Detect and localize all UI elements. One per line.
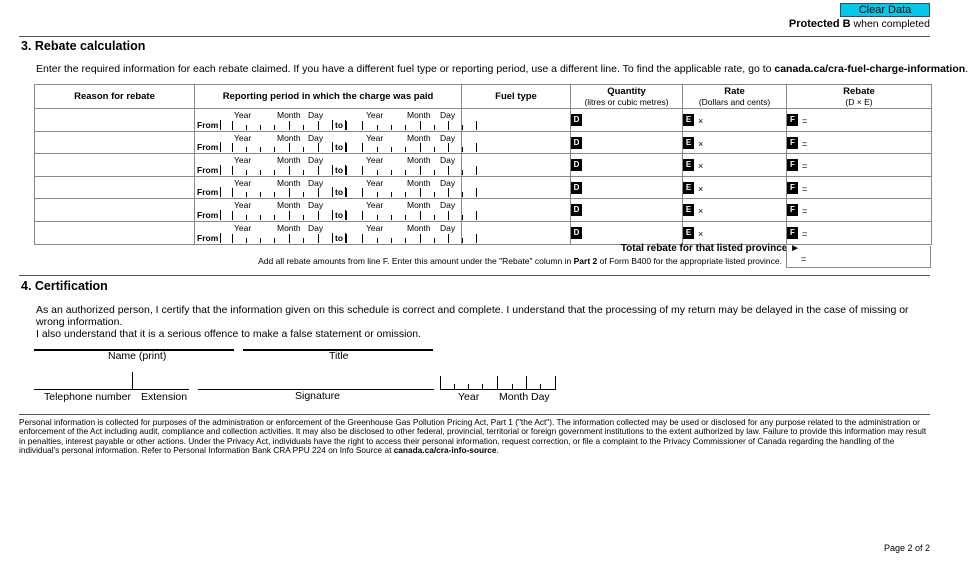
date-tick [346, 143, 347, 152]
quantity-field[interactable] [571, 176, 683, 199]
date-tick [448, 166, 449, 175]
protected-b-label: Protected B [788, 18, 851, 30]
date-tick [405, 238, 406, 243]
date-tick [405, 215, 406, 220]
rebate-letter-box: F [787, 204, 798, 216]
date-tick [377, 147, 378, 152]
date-tick [303, 125, 304, 130]
from-year-label: Year [234, 222, 252, 233]
to-label: to [332, 142, 346, 152]
from-month-label: Month [277, 222, 301, 233]
section3-rule [19, 36, 930, 37]
rebate-field[interactable] [787, 131, 932, 154]
to-label: to [332, 187, 346, 197]
date-tick [318, 143, 319, 152]
rebate-row [35, 221, 932, 244]
fuel-charge-link[interactable]: canada.ca/cra-fuel-charge-information [774, 63, 966, 75]
date-tick [303, 215, 304, 220]
date-day-label: Day [531, 391, 550, 403]
to-year-label: Year [366, 200, 384, 211]
rebate-operator: = [802, 183, 808, 194]
date-tick [346, 211, 347, 220]
rate-field[interactable] [683, 221, 787, 244]
col-period-header: Reporting period in which the charge was paid [195, 85, 462, 109]
reason-field[interactable] [35, 199, 195, 222]
to-year-label: Year [366, 177, 384, 188]
date-tick [318, 211, 319, 220]
rate-operator: × [698, 138, 704, 149]
from-label: From [197, 233, 221, 243]
rate-field[interactable] [683, 199, 787, 222]
rebate-row [35, 131, 932, 154]
date-tick [434, 170, 435, 175]
date-month-label: Month [499, 391, 529, 403]
date-tick [303, 238, 304, 243]
rebate-letter-box: F [787, 114, 798, 126]
to-label: to [332, 233, 346, 243]
certification-line-1: As an authorized person, I certify that the information given on this schedule is correct and complete. I understand that the processing of my return may be delayed in the case of missing or wrong information. [36, 304, 909, 328]
date-tick [391, 147, 392, 152]
to-year-label: Year [366, 110, 384, 120]
from-year-label: Year [234, 177, 252, 188]
certification-date-field[interactable] [440, 376, 556, 390]
telephone-field[interactable] [34, 389, 189, 390]
page-number: Page 2 of 2 [883, 543, 930, 553]
date-tick [303, 170, 304, 175]
date-tick [246, 215, 247, 220]
date-tick [391, 215, 392, 220]
from-day-label: Day [308, 177, 324, 188]
col-fuel-header: Fuel type [462, 85, 571, 109]
certification-text [36, 304, 916, 340]
intro-text: Enter the required information for each rebate claimed. If you have a different fuel type or reporting period, use a different line. To find the applicable rate, go to [36, 63, 775, 75]
clear-data-button[interactable]: Clear Data [840, 3, 930, 17]
rate-letter-box: E [683, 204, 694, 216]
col-rebate-header: Rebate (D × E) [787, 85, 932, 109]
date-tick [362, 188, 363, 197]
rate-operator: × [698, 228, 704, 239]
to-day-label: Day [440, 155, 456, 166]
from-year-label: Year [234, 132, 252, 143]
from-day-label: Day [308, 155, 324, 166]
date-tick [391, 192, 392, 197]
date-tick [362, 166, 363, 175]
rebate-row [35, 176, 932, 199]
date-tick [377, 238, 378, 243]
from-year-label: Year [234, 200, 252, 211]
date-tick [232, 211, 233, 220]
total-rebate-note: Add all rebate amounts from line F. Enter this amount under the "Rebate" column in Part 2 of Form B400 for the appropriate listed province. [258, 256, 782, 266]
quantity-letter-box: D [571, 227, 582, 239]
to-label: to [332, 165, 346, 175]
from-month-label: Month [277, 110, 301, 120]
date-tick [318, 166, 319, 175]
privacy-rule [19, 414, 930, 415]
date-tick [260, 238, 261, 243]
rate-field[interactable] [683, 154, 787, 177]
to-year-label: Year [366, 222, 384, 233]
date-tick [246, 192, 247, 197]
date-tick [377, 125, 378, 130]
date-tick [332, 192, 333, 197]
rate-operator: × [698, 206, 704, 217]
date-tick [448, 188, 449, 197]
rate-letter-box: E [683, 182, 694, 194]
quantity-field[interactable] [571, 154, 683, 177]
from-year-label: Year [234, 155, 252, 166]
rate-operator: × [698, 116, 704, 126]
date-tick [405, 147, 406, 152]
reason-field[interactable] [35, 221, 195, 244]
from-month-label: Month [277, 200, 301, 211]
date-tick [303, 192, 304, 197]
to-day-label: Day [440, 177, 456, 188]
date-tick [448, 121, 449, 130]
reason-field[interactable] [35, 109, 195, 132]
to-year-label: Year [366, 132, 384, 143]
date-tick [420, 166, 421, 175]
rate-letter-box: E [683, 159, 694, 171]
signature-label: Signature [295, 390, 340, 402]
date-tick [318, 188, 319, 197]
date-tick [420, 188, 421, 197]
fuel-type-field[interactable] [462, 154, 571, 177]
rebate-row [35, 199, 932, 222]
date-tick [362, 143, 363, 152]
date-tick [260, 147, 261, 152]
date-tick [246, 170, 247, 175]
date-tick [232, 121, 233, 130]
protected-b-notice [789, 18, 930, 30]
from-day-label: Day [308, 132, 324, 143]
from-label: From [197, 187, 221, 197]
date-tick [232, 188, 233, 197]
to-day-label: Day [440, 222, 456, 233]
date-tick [377, 215, 378, 220]
section3-intro [36, 63, 968, 75]
date-tick [274, 238, 275, 243]
date-tick [303, 147, 304, 152]
reporting-period-field[interactable] [195, 221, 462, 244]
date-tick [318, 234, 319, 243]
to-month-label: Month [407, 222, 431, 233]
quantity-field[interactable] [571, 131, 683, 154]
date-tick [346, 166, 347, 175]
from-day-label: Day [308, 110, 324, 120]
date-tick [420, 121, 421, 130]
date-tick [246, 125, 247, 130]
quantity-letter-box: D [571, 137, 582, 149]
to-month-label: Month [407, 177, 431, 188]
to-label: to [332, 120, 346, 130]
fuel-type-field[interactable] [462, 131, 571, 154]
date-tick [274, 215, 275, 220]
to-month-label: Month [407, 132, 431, 143]
reporting-period-field[interactable] [195, 176, 462, 199]
rate-operator: × [698, 161, 704, 172]
rebate-letter-box: F [787, 182, 798, 194]
date-tick [332, 238, 333, 243]
quantity-letter-box: D [571, 204, 582, 216]
date-tick [346, 234, 347, 243]
to-day-label: Day [440, 200, 456, 211]
date-tick [434, 147, 435, 152]
date-tick [246, 238, 247, 243]
rate-field[interactable] [683, 176, 787, 199]
date-tick [260, 125, 261, 130]
reporting-period-field[interactable] [195, 199, 462, 222]
date-tick [274, 170, 275, 175]
date-tick [289, 211, 290, 220]
from-month-label: Month [277, 177, 301, 188]
rebate-field[interactable] [787, 109, 932, 132]
to-month-label: Month [407, 200, 431, 211]
fuel-type-field[interactable] [462, 199, 571, 222]
date-tick [260, 170, 261, 175]
from-label: From [197, 142, 221, 152]
date-tick [405, 170, 406, 175]
to-day-label: Day [440, 110, 456, 120]
date-tick [289, 234, 290, 243]
rate-letter-box: E [683, 114, 694, 126]
from-label: From [197, 210, 221, 220]
rebate-letter-box: F [787, 159, 798, 171]
date-tick [434, 238, 435, 243]
date-tick [434, 125, 435, 130]
date-tick [318, 121, 319, 130]
rate-letter-box: E [683, 227, 694, 239]
section3-title: 3. Rebate calculation [21, 39, 146, 53]
date-tick [274, 192, 275, 197]
from-label: From [197, 120, 221, 130]
date-tick [391, 170, 392, 175]
quantity-letter-box: D [571, 182, 582, 194]
certification-line-2: I also understand that it is a serious offence to make a false statement or omission. [36, 328, 422, 340]
rate-field[interactable] [683, 131, 787, 154]
date-tick [391, 125, 392, 130]
date-tick [434, 192, 435, 197]
date-tick [448, 143, 449, 152]
reason-field[interactable] [35, 176, 195, 199]
date-tick [232, 166, 233, 175]
rebate-header-row [35, 85, 932, 109]
reporting-period-field[interactable] [195, 131, 462, 154]
quantity-field[interactable] [571, 199, 683, 222]
to-day-label: Day [440, 132, 456, 143]
date-tick [448, 234, 449, 243]
date-tick [332, 170, 333, 175]
date-tick [362, 121, 363, 130]
rebate-operator: = [802, 138, 808, 149]
rebate-field[interactable] [787, 199, 932, 222]
rate-field[interactable] [683, 109, 787, 132]
date-tick [332, 147, 333, 152]
date-tick [391, 238, 392, 243]
privacy-notice: Personal information is collected for purposes of the administration or enforcement of the Greenhouse Gas Pollution Pricing Act, Part 1 ("the Act"). The information collected may be used or disclosed for any purpose related to the administration or enforcement of the Act including audit, compliance and collection activities. It may also be disclosed to other federal, provincial, territorial or foreign government institutions to the extent authorized by law. Failure to provide this information may result in penalties, interest payable or other actions. Under the Privacy Act, individuals have the right to access their personal information, request correction, or file a complaint to the Privacy Commissioner of Canada regarding the handling of the individual's personal information. Refer to Personal Information Bank CRA PPU 224 on Info Source at canada.ca/cra-info-source. [19, 417, 927, 456]
section4-rule [19, 275, 930, 276]
rate-letter-box: E [683, 137, 694, 149]
to-month-label: Month [407, 110, 431, 120]
rebate-row [35, 154, 932, 177]
from-day-label: Day [308, 222, 324, 233]
total-rebate-label: Total rebate for that listed province ► [620, 243, 800, 254]
rebate-letter-box: F [787, 227, 798, 239]
from-month-label: Month [277, 155, 301, 166]
name-label: Name (print) [108, 350, 167, 362]
date-tick [434, 215, 435, 220]
reason-field[interactable] [35, 131, 195, 154]
date-tick [289, 121, 290, 130]
date-tick [377, 192, 378, 197]
date-tick [405, 192, 406, 197]
date-tick [362, 211, 363, 220]
total-equals-sign: = [801, 254, 807, 264]
extension-divider [132, 372, 133, 389]
to-year-label: Year [366, 155, 384, 166]
reason-field[interactable] [35, 154, 195, 177]
col-reason-header: Reason for rebate [35, 85, 195, 109]
rebate-field[interactable] [787, 154, 932, 177]
date-tick [332, 215, 333, 220]
date-tick [260, 215, 261, 220]
quantity-letter-box: D [571, 159, 582, 171]
date-tick [232, 143, 233, 152]
rate-operator: × [698, 183, 704, 194]
to-label: to [332, 210, 346, 220]
rebate-operator: = [802, 116, 808, 126]
date-tick [420, 143, 421, 152]
total-rebate-field[interactable] [786, 246, 931, 268]
col-rate-header: Rate (Dollars and cents) [683, 85, 787, 109]
rebate-operator: = [802, 161, 808, 172]
date-tick [346, 121, 347, 130]
date-tick [420, 234, 421, 243]
rebate-field[interactable] [787, 221, 932, 244]
fuel-type-field[interactable] [462, 221, 571, 244]
date-tick [332, 125, 333, 130]
fuel-type-field[interactable] [462, 176, 571, 199]
rebate-field[interactable] [787, 176, 932, 199]
date-tick [289, 143, 290, 152]
date-tick [377, 170, 378, 175]
title-label: Title [329, 350, 349, 362]
section4-title: 4. Certification [21, 279, 108, 293]
col-quantity-header: Quantity (litres or cubic metres) [571, 85, 683, 109]
protected-b-suffix: when completed [850, 18, 930, 30]
rebate-letter-box: F [787, 137, 798, 149]
date-tick [232, 234, 233, 243]
info-source-link[interactable]: canada.ca/cra-info-source [393, 445, 497, 456]
date-tick [289, 166, 290, 175]
from-year-label: Year [234, 110, 252, 120]
date-tick [274, 147, 275, 152]
date-tick [289, 188, 290, 197]
from-day-label: Day [308, 200, 324, 211]
intro-end: . [965, 63, 968, 75]
date-tick [405, 125, 406, 130]
date-tick [260, 192, 261, 197]
reporting-period-field[interactable] [195, 109, 462, 132]
rebate-operator: = [802, 206, 808, 217]
reporting-period-field[interactable] [195, 154, 462, 177]
quantity-field[interactable] [571, 221, 683, 244]
quantity-letter-box: D [571, 114, 582, 126]
rebate-operator: = [802, 228, 808, 239]
date-year-label: Year [458, 391, 480, 403]
fuel-type-field[interactable] [462, 109, 571, 132]
to-month-label: Month [407, 155, 431, 166]
rebate-row [35, 109, 932, 132]
quantity-field[interactable] [571, 109, 683, 132]
date-tick [448, 211, 449, 220]
telephone-label: Telephone number [44, 391, 131, 403]
date-tick [420, 211, 421, 220]
date-tick [362, 234, 363, 243]
from-label: From [197, 165, 221, 175]
date-tick [246, 147, 247, 152]
date-tick [274, 125, 275, 130]
rebate-table [34, 84, 932, 245]
from-month-label: Month [277, 132, 301, 143]
date-tick [346, 188, 347, 197]
extension-label: Extension [141, 391, 188, 403]
